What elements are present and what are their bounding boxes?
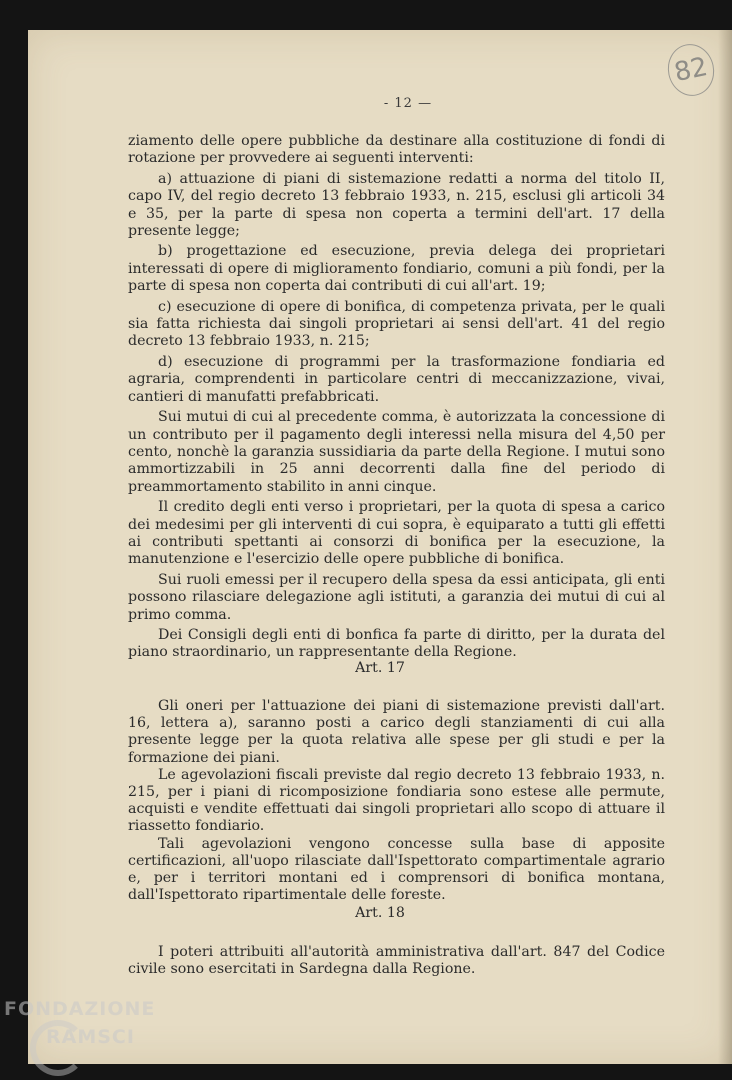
paragraph: Le agevolazioni fiscali previste dal regio decreto 13 febbraio 1933, n. 215, per i piani di ricomposizione fondiaria sono estese alle permute, acquisti e vendite effettuati dai singoli proprietari allo scopo di attuare il riassetto fondiario. xyxy=(128,766,665,835)
watermark xyxy=(4,998,155,1048)
watermark-line-2: RAMSCI xyxy=(46,1026,135,1048)
article-heading-18: Art. 18 xyxy=(355,905,405,921)
paragraph: ziamento delle opere pubbliche da destinare alla costituzione di fondi di rotazione per provvedere ai seguenti interventi: xyxy=(128,133,665,167)
paragraph: Il credito degli enti verso i proprietari, per la quota di spesa a carico dei medesimi per gli interventi di cui sopra, è equiparato a tutti gli effetti ai contributi spettanti ai consorzi di bonifica per la esecuzione, la manutenzione e l'esercizio delle opere pubbliche di bonifica. xyxy=(128,499,665,568)
article-heading-17: Art. 17 xyxy=(355,660,405,676)
paragraph: a) attuazione di piani di sistemazione redatti a norma del titolo II, capo IV, del regio decreto 13 febbraio 1933, n. 215, esclusi gli articoli 34 e 35, per la parte di spesa non coperta a termini dell'art. 17 della presente legge; xyxy=(128,170,665,240)
paragraph: d) esecuzione di programmi per la trasformazione fondiaria ed agraria, comprendenti in particolare centri di meccanizzazione, vivai, cantieri di manufatti prefabbricati. xyxy=(128,353,665,405)
paragraph: Gli oneri per l'attuazione dei piani di sistemazione previsti dall'art. 16, lettera a), saranno posti a carico degli stanziamenti di cui alla presente legge per la quota relativa alle spese per gli studi e per la formazione dei piani. xyxy=(128,698,665,766)
paragraph: Sui ruoli emessi per il recupero della spesa da essi anticipata, gli enti possono rilasciare delegazione agli istituti, a garanzia dei mutui di cui al primo comma. xyxy=(128,571,665,623)
article-17-body xyxy=(128,698,665,904)
paragraph: c) esecuzione di opere di bonifica, di competenza privata, per le quali sia fatta richiesta dai singoli proprietari ai sensi dell'art. 41 del regio decreto 13 febbraio 1933, n. 215; xyxy=(128,298,665,350)
watermark-line-1: FONDAZIONE xyxy=(4,998,156,1020)
body-text-top xyxy=(128,133,665,665)
paragraph: I poteri attribuiti all'autorità amministrativa dall'art. 847 del Codice civile sono esercitati in Sardegna dalla Regione. xyxy=(128,944,665,978)
paragraph: Dei Consigli degli enti di bonfica fa parte di diritto, per la durata del piano straordinario, un rappresentante della Regione. xyxy=(128,626,665,661)
document-page xyxy=(28,30,732,1064)
paragraph: Sui mutui di cui al precedente comma, è autorizzata la concessione di un contributo per il pagamento degli interessi nella misura del 4,50 per cento, nonchè la garanzia sussidiaria da parte della Regione. I mutui sono ammortizzabili in 25 anni decorrenti dalla fine del periodo di preammortamento stabilito in anni cinque. xyxy=(128,409,665,495)
page-number: - 12 — xyxy=(383,96,433,111)
pencil-page-annotation: 82 xyxy=(663,40,719,100)
paragraph: b) progettazione ed esecuzione, previa delega dei proprietari interessati di opere di miglioramento fondiario, comuni a più fondi, per la parte di spesa non coperta dai contributi di cui all'art. 19; xyxy=(128,243,665,295)
paragraph: Tali agevolazioni vengono concesse sulla base di apposite certificazioni, all'uopo rilasciate dall'Ispettorato compartimentale agrario e, per i territori montani ed i comprensori di bonifica montana, dall'Ispettorato ripartimentale delle foreste. xyxy=(128,835,665,904)
article-18-body xyxy=(128,944,665,978)
